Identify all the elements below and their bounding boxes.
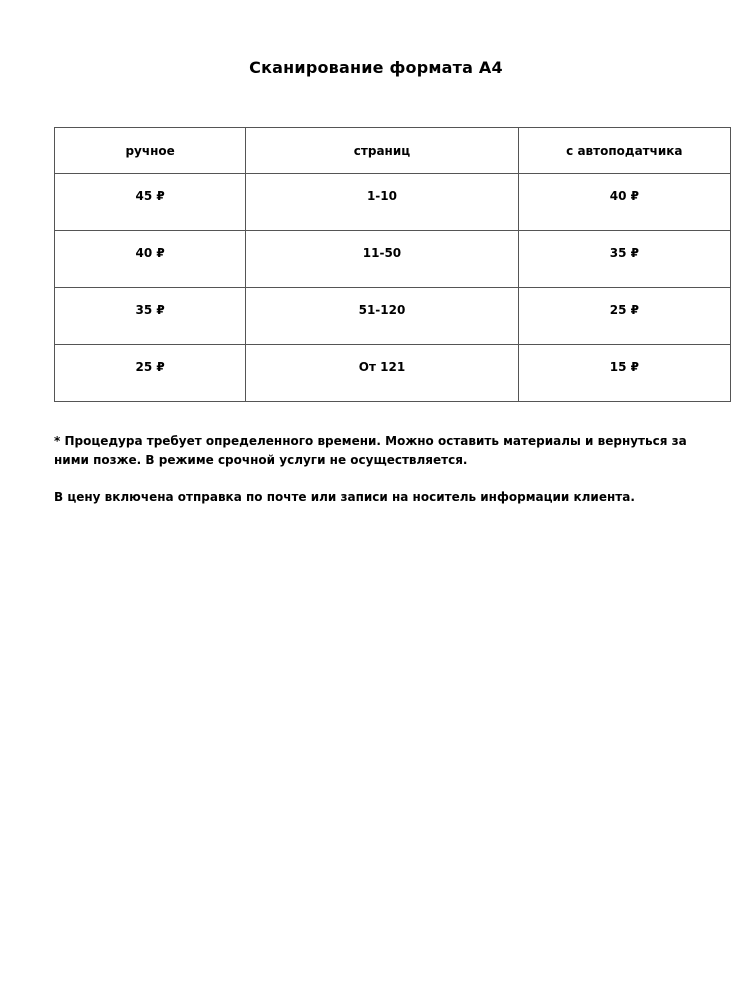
cell-page-range: От 121 bbox=[246, 345, 518, 402]
notes-section bbox=[54, 432, 724, 525]
cell-manual-price: 25 ₽ bbox=[55, 345, 246, 402]
cell-autofeeder-price: 40 ₽ bbox=[518, 174, 730, 231]
included-note: В цену включена отправка по почте или записи на носитель информации клиента. bbox=[54, 490, 635, 504]
table-row bbox=[55, 345, 731, 402]
table-header-row bbox=[55, 128, 731, 174]
table-row bbox=[55, 174, 731, 231]
page-title: Сканирование формата А4 bbox=[249, 58, 503, 77]
header-manual: ручное bbox=[55, 128, 246, 174]
cell-page-range: 1-10 bbox=[246, 174, 518, 231]
table-row bbox=[55, 288, 731, 345]
cell-autofeeder-price: 35 ₽ bbox=[518, 231, 730, 288]
cell-manual-price: 40 ₽ bbox=[55, 231, 246, 288]
table-row bbox=[55, 231, 731, 288]
header-autofeeder: с автоподатчика bbox=[518, 128, 730, 174]
procedure-note: * Процедура требует определенного времени. Можно оставить материалы и вернуться за ними позже. В режиме срочной услуги не осуществляется. bbox=[54, 434, 687, 467]
cell-manual-price: 45 ₽ bbox=[55, 174, 246, 231]
cell-autofeeder-price: 15 ₽ bbox=[518, 345, 730, 402]
header-pages: страниц bbox=[246, 128, 518, 174]
cell-page-range: 11-50 bbox=[246, 231, 518, 288]
price-table bbox=[54, 127, 731, 402]
cell-page-range: 51-120 bbox=[246, 288, 518, 345]
cell-manual-price: 35 ₽ bbox=[55, 288, 246, 345]
cell-autofeeder-price: 25 ₽ bbox=[518, 288, 730, 345]
